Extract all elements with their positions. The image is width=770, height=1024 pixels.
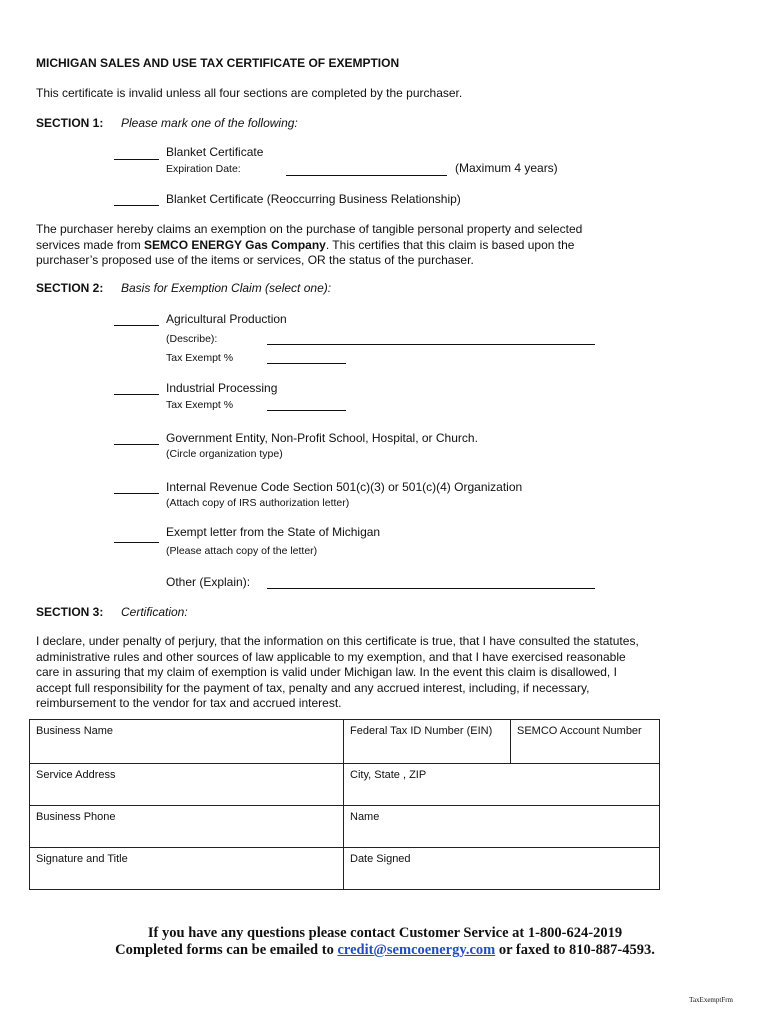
table-row — [30, 720, 660, 764]
government-checkbox-line[interactable] — [114, 444, 159, 445]
industrial-tax-exempt-label: Tax Exempt % — [166, 399, 234, 411]
industrial-label: Industrial Processing — [166, 381, 278, 395]
table-row — [30, 806, 660, 848]
page-title: MICHIGAN SALES AND USE TAX CERTIFICATE OF EXEMPTION — [36, 56, 400, 70]
exempt-letter-label: Exempt letter from the State of Michigan — [166, 525, 381, 539]
signature-title-field[interactable] — [30, 848, 344, 890]
business-phone-label: Business Phone — [36, 811, 116, 823]
ein-field[interactable] — [344, 720, 511, 764]
email-prefix: Completed forms can be emailed to — [115, 942, 338, 958]
describe-field[interactable] — [267, 344, 595, 345]
city-state-zip-field[interactable] — [344, 764, 660, 806]
date-signed-field[interactable] — [344, 848, 660, 890]
section2-instruction: Basis for Exemption Claim (select one): — [121, 281, 332, 295]
industrial-tax-exempt-field[interactable] — [267, 410, 346, 411]
claim-paragraph — [36, 222, 626, 269]
table-row — [30, 764, 660, 806]
circle-org-note: (Circle organization type) — [166, 448, 283, 460]
agricultural-tax-exempt-field[interactable] — [267, 363, 346, 364]
agricultural-tax-exempt-label: Tax Exempt % — [166, 352, 234, 364]
service-address-field[interactable] — [30, 764, 344, 806]
semco-account-label: SEMCO Account Number — [517, 725, 642, 737]
exempt-letter-attach-note: (Please attach copy of the letter) — [166, 545, 318, 557]
agricultural-label: Agricultural Production — [166, 312, 287, 326]
business-info-table — [29, 719, 660, 890]
exempt-letter-checkbox-line[interactable] — [114, 542, 159, 543]
contact-line: If you have any questions please contact Customer Service at 1-800-624-2019 — [147, 925, 623, 941]
email-fax-line — [0, 942, 770, 959]
irs-checkbox-line[interactable] — [114, 493, 159, 494]
claim-part1: The purchaser hereby claims an exemption on the purchase of tangible personal property and selected services made from — [36, 222, 583, 252]
section3-label: SECTION 3: — [36, 605, 104, 619]
blanket-certificate-label: Blanket Certificate — [166, 145, 264, 159]
table-row — [30, 848, 660, 890]
describe-label: (Describe): — [166, 333, 218, 345]
section1-label: SECTION 1: — [36, 116, 104, 130]
name-label: Name — [350, 811, 380, 823]
irs-attach-note: (Attach copy of IRS authorization letter) — [166, 497, 350, 509]
date-signed-label: Date Signed — [350, 853, 411, 865]
service-address-label: Service Address — [36, 769, 116, 781]
city-state-zip-label: City, State , ZIP — [350, 769, 427, 781]
blanket-certificate-checkbox-line[interactable] — [114, 159, 159, 160]
blanket-recurring-checkbox-line[interactable] — [114, 205, 159, 206]
fax-suffix: or faxed to 810-887-4593. — [495, 942, 655, 958]
email-link[interactable]: credit@semcoenergy.com — [337, 942, 496, 958]
intro-text: This certificate is invalid unless all four sections are completed by the purchaser. — [36, 86, 463, 100]
company-name: SEMCO ENERGY Gas Company — [144, 237, 326, 252]
declaration-paragraph: I declare, under penalty of perjury, that the information on this certificate is true, that I have consulted the statutes, administrative rules and other sources of law applicable to my exemption, and that I have exercised reasonable care in assuring that my claim of exemption is valid under Michigan law. In the event this claim is disallowed, I accept full responsibility for the payment of tax, penalty and any accrued interest, including, if necessary, reimbursement to the vendor for tax and accrued interest. — [36, 634, 639, 710]
irs-label: Internal Revenue Code Section 501(c)(3) or 501(c)(4) Organization — [166, 480, 523, 494]
expiration-date-label: Expiration Date: — [166, 163, 241, 175]
semco-account-field[interactable] — [511, 720, 660, 764]
blanket-recurring-label: Blanket Certificate (Reoccurring Business Relationship) — [166, 192, 461, 206]
business-phone-field[interactable] — [30, 806, 344, 848]
other-label: Other (Explain): — [166, 575, 251, 589]
other-explain-field[interactable] — [267, 588, 595, 589]
government-label: Government Entity, Non-Profit School, Hospital, or Church. — [166, 431, 478, 445]
agricultural-checkbox-line[interactable] — [114, 325, 159, 326]
signature-title-label: Signature and Title — [36, 853, 128, 865]
name-field[interactable] — [344, 806, 660, 848]
industrial-checkbox-line[interactable] — [114, 394, 159, 395]
section3-instruction: Certification: — [121, 605, 188, 619]
ein-label: Federal Tax ID Number (EIN) — [350, 725, 493, 737]
section2-label: SECTION 2: — [36, 281, 104, 295]
business-name-label: Business Name — [36, 725, 114, 737]
claim-part2: . This certifies that this claim is based upon the purchaser’s proposed use of the items or services, OR the status of the purchaser. — [36, 237, 575, 267]
form-id: TaxExemptFrm — [689, 996, 733, 1004]
expiration-date-field[interactable] — [286, 175, 447, 176]
max-years-note: (Maximum 4 years) — [455, 161, 558, 175]
business-name-field[interactable] — [30, 720, 344, 764]
section1-instruction: Please mark one of the following: — [121, 116, 298, 130]
